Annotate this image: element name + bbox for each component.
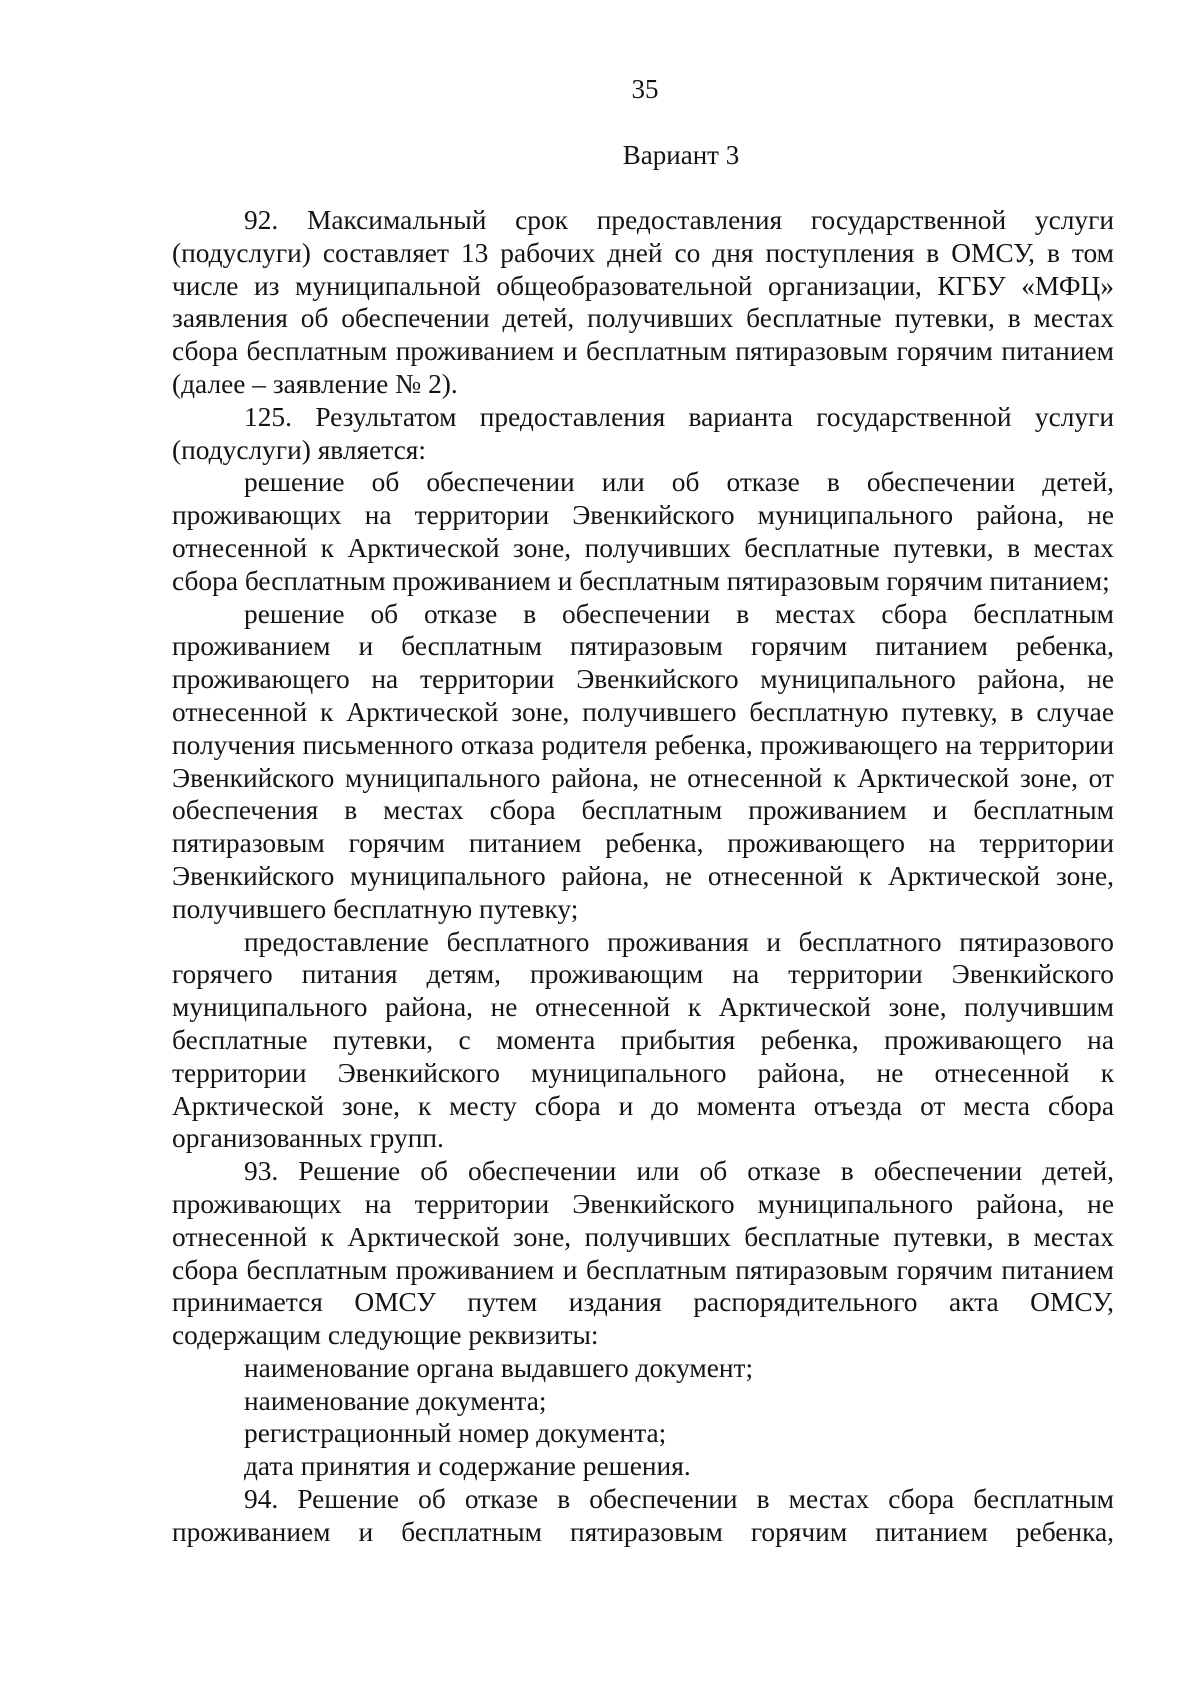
paragraph-94: 94. Решение об отказе в обеспечении в местах сбора бесплатным проживанием и бесплатным пятиразовым горячим питанием ребенка,: [172, 1484, 1114, 1547]
paragraph-92: 92. Максимальный срок предоставления государственной услуги (подуслуги) составляет 13 рабочих дней со дня поступления в ОМСУ, в том числе из муниципальной общеобразовательной организации, КГБУ «МФЦ» заявления об обеспечении детей, получивших бесплатные путевки, в местах сбора бесплатным проживанием и бесплатным пятиразовым горячим питанием (далее – заявление № 2).: [172, 205, 1114, 399]
paragraph-125: 125. Результатом предоставления варианта государственной услуги (подуслуги) является:: [172, 401, 1114, 465]
result-item-decision: решение об обеспечении или об отказе в обеспечении детей, проживающих на территории Эвенкийского муниципального района, не отнесенной к Арктической зоне, получивших бесплатные путевки, в местах сбора бесплатным проживанием и бесплатным пятиразовым горячим питанием;: [172, 467, 1114, 596]
result-item-refusal: решение об отказе в обеспечении в местах сбора бесплатным проживанием и бесплатным пятиразовым горячим питанием ребенка, проживающего на территории Эвенкийского муниципального района, не отнесенной к Арктической зоне, получившего бесплатную путевку, в случае получения письменного отказа родителя ребенка, проживающего на территории Эвенкийского муниципального района, не отнесенной к Арктической зоне, от обеспечения в местах сбора бесплатным проживанием и бесплатным пятиразовым горячим питанием ребенка, проживающего на территории Эвенкийского муниципального района, не отнесенной к Арктической зоне, получившего бесплатную путевку;: [172, 598, 1114, 924]
requisite-item: дата принятия и содержание решения.: [244, 1451, 691, 1482]
page-number: 35: [631, 74, 659, 104]
requisite-item: наименование органа выдавшего документ;: [244, 1352, 754, 1383]
paragraph-93: 93. Решение об обеспечении или об отказе в обеспечении детей, проживающих на территории Эвенкийского муниципального района, не отнесенной к Арктической зоне, получивших бесплатные путевки, в местах сбора бесплатным проживанием и бесплатным пятиразовым горячим питанием принимается ОМСУ путем издания распорядительного акта ОМСУ, содержащим следующие реквизиты:: [172, 1156, 1114, 1351]
document-body: [172, 204, 1114, 1549]
requisite-item: наименование документа;: [244, 1385, 547, 1416]
result-item-provision: предоставление бесплатного проживания и бесплатного пятиразового горячего питания детям, проживающим на территории Эвенкийского муниципального района, не отнесенной к Арктической зоне, получившим бесплатные путевки, с момента прибытия ребенка, проживающего на территории Эвенкийского муниципального района, не отнесенной к Арктической зоне, к месту сбора и до момента отъезда от места сбора организованных групп.: [172, 926, 1114, 1154]
requisite-item: регистрационный номер документа;: [244, 1418, 667, 1449]
section-heading: Вариант 3: [622, 140, 740, 170]
